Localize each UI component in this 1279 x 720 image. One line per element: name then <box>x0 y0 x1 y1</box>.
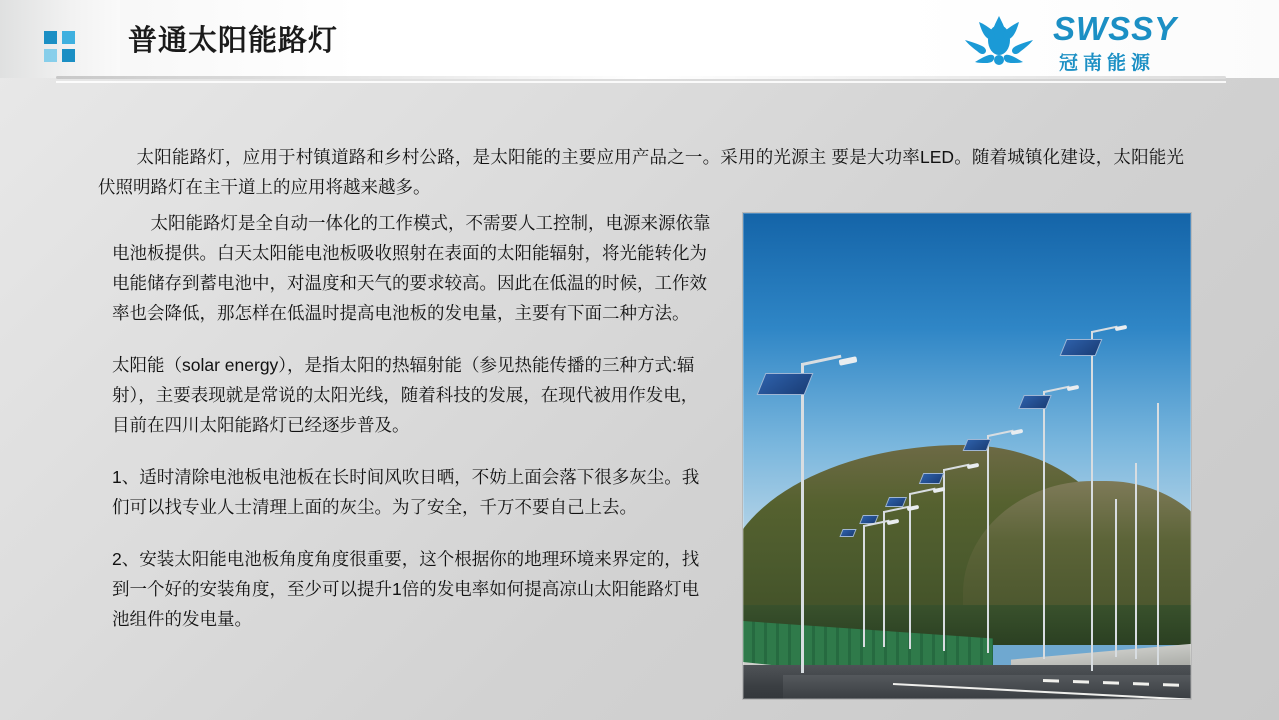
street-lamp-2 <box>1043 391 1045 659</box>
page-title: 普通太阳能路灯 <box>128 25 339 57</box>
street-lamp-4 <box>943 469 945 651</box>
paragraph-1: 太阳能路灯是全自动一体化的工作模式，不需要人工控制，电源来源依靠电池板提供。白天太阳能电池板吸收照射在表面的太阳能辐射，将光能转化为电能储存到蓄电池中，对温度和天气的要求较高。因此在低温的时候，工作效率也会降低，那怎样在低温时提高电池板的发电量，主要有下面二种方法。 <box>112 213 711 323</box>
solar-panel <box>919 473 944 484</box>
logo-subtitle: 冠南能源 <box>1059 53 1156 74</box>
square-2 <box>62 31 75 44</box>
solar-panel <box>1060 339 1103 356</box>
street-lamp-foreground <box>801 363 804 673</box>
paragraph-3: 1、适时清除电池板电池板在长时间风吹日晒，不妨上面会落下很多灰尘。我们可以找专业人士清理上面的灰尘。为了安全，千万不要自己上去。 <box>112 467 700 517</box>
solar-panel <box>757 373 814 395</box>
paragraph-2: 太阳能（solar energy），是指太阳的热辐射能（参见热能传播的三种方式:辐射），主要表现就是常说的太阳光线，随着科技的发展，在现代被用作发电，目前在四川太阳能路灯已经逐步普及。 <box>112 355 699 435</box>
street-lamp-5 <box>909 493 911 649</box>
square-4 <box>62 49 75 62</box>
square-1 <box>44 31 57 44</box>
text-column <box>112 208 712 656</box>
street-lamp-6 <box>883 511 885 647</box>
street-lamp-7 <box>863 525 865 647</box>
decorative-squares-icon <box>44 31 84 63</box>
solar-panel <box>963 439 992 451</box>
solar-street-light-highway-photo <box>742 212 1192 700</box>
brand-logo <box>949 8 1249 72</box>
header-divider-highlight <box>56 81 1226 83</box>
water-drop-splash-logo-icon <box>957 10 1041 70</box>
solar-panel <box>1018 395 1052 409</box>
paragraph-4: 2、安装太阳能电池板角度角度很重要，这个根据你的地理环境来界定的，找到一个好的安装角度，至少可以提升1倍的发电率如何提高凉山太阳能路灯电池组件的发电量。 <box>112 549 700 629</box>
logo-wordmark: SWSSY <box>1053 10 1178 47</box>
street-lamp-1 <box>1091 331 1093 671</box>
slide-header <box>0 0 1279 90</box>
street-lamp-right-1 <box>1157 403 1159 665</box>
street-lamp-right-2 <box>1135 463 1137 659</box>
header-divider <box>56 76 1226 79</box>
street-lamp-right-3 <box>1115 499 1117 657</box>
intro-paragraph: 太阳能路灯，应用于村镇道路和乡村公路，是太阳能的主要应用产品之一。采用的光源主 要是大功率LED。随着城镇化建设，太阳能光伏照明路灯在主干道上的应用将越来越多。 <box>98 147 1184 197</box>
square-3 <box>44 49 57 62</box>
street-lamp-3 <box>987 435 989 653</box>
slide-body <box>0 90 1279 720</box>
